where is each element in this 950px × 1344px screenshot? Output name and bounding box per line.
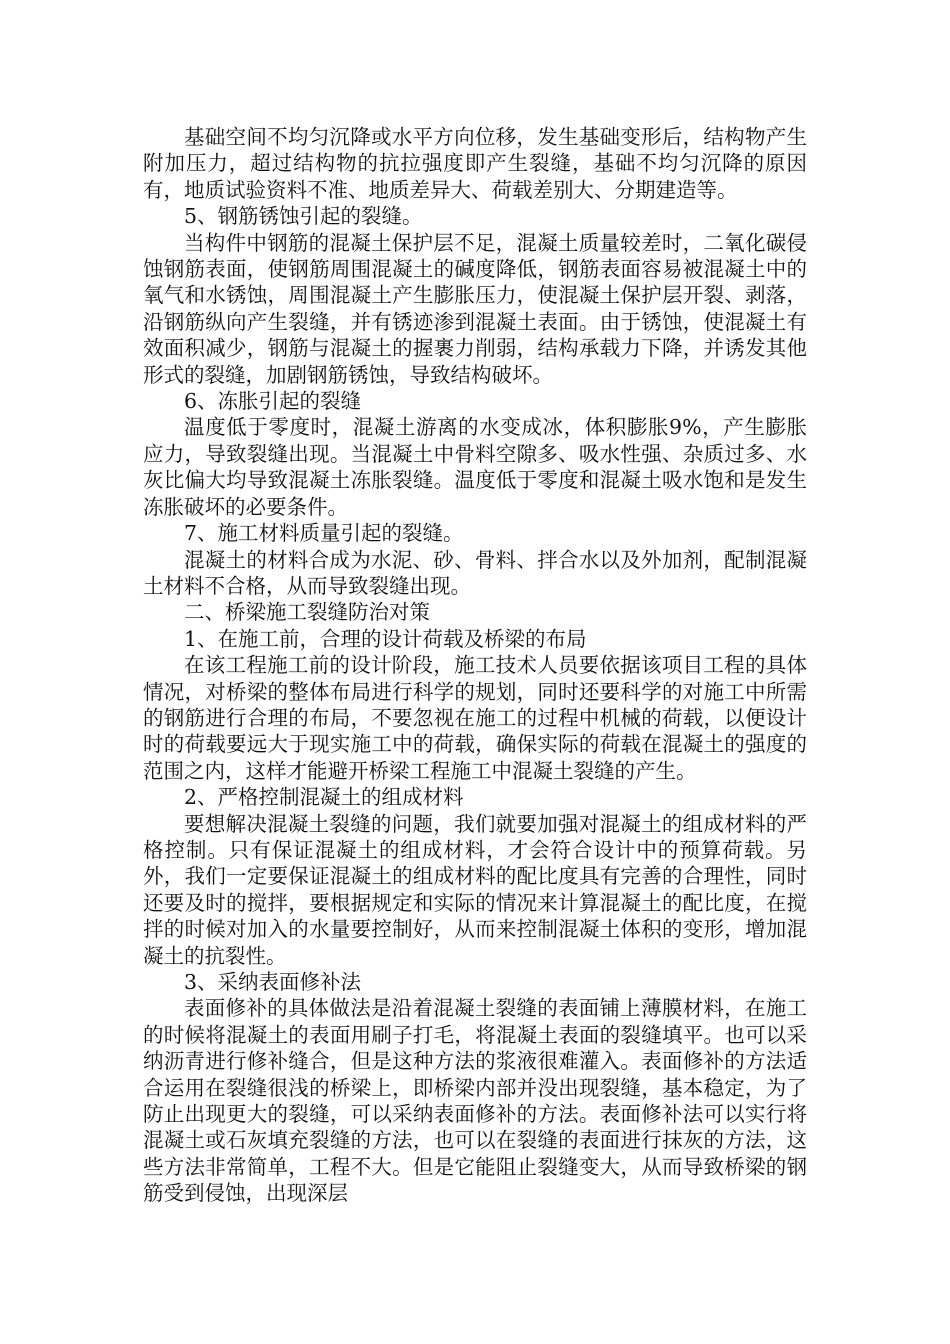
section-heading-countermeasures: 二、桥梁施工裂缝防治对策 — [184, 600, 430, 625]
paragraph-surface-repair: 表面修补的具体做法是沿着混凝土裂缝的表面铺上薄膜材料，在施工的时候将混凝土的表面用刷子打毛，将混凝土表面的裂缝填平。也可以采纳沥青进行修补缝合，但是这种方法的浆液很难灌入。表面修补的方法适合运用在裂缝很浅的桥梁上，即桥梁内部并没出现裂缝，基本稳定，为了防止出现更大的裂缝，可以采纳表面修补的方法。表面修补法可以实行将混凝土或石灰填充裂缝的方法，也可以在裂缝的表面进行抹灰的方法，这些方法非常简单，工程不大。但是它能阻止裂缝变大，从而导致桥梁的钢筋受到侵蚀，出现深层 — [143, 996, 807, 1206]
paragraph-material-control: 要想解决混凝土裂缝的问题，我们就要加强对混凝土的组成材料的严格控制。只有保证混凝土的组成材料，才会符合设计中的预算荷载。另外，我们一定要保证混凝土的组成材料的配比度具有完善的合理性，同时还要及时的搅拌，要根据规定和实际的情况来计算混凝土的配比度，在搅拌的时候对加入的水量要控制好，从而来控制混凝土体积的变形，增加混凝土的抗裂性。 — [143, 811, 807, 968]
heading-material-control: 2、严格控制混凝土的组成材料 — [184, 785, 464, 810]
document-body — [143, 124, 807, 1207]
paragraph-rebar-corrosion: 当构件中钢筋的混凝土保护层不足，混凝土质量较差时，二氧化碳侵蚀钢筋表面，使钢筋周围混凝土的碱度降低，钢筋表面容易被混凝土中的氧气和水锈蚀，周围混凝土产生膨胀压力，使混凝土保护层开裂、剥落，沿钢筋纵向产生裂缝，并有锈迹渗到混凝土表面。由于锈蚀，使混凝土有效面积减少，钢筋与混凝土的握裹力削弱，结构承载力下降，并诱发其他形式的裂缝，加剧钢筋锈蚀，导致结构破坏。 — [143, 230, 807, 387]
heading-design-load: 1、在施工前，合理的设计荷载及桥梁的布局 — [184, 626, 587, 651]
heading-material-quality: 7、施工材料质量引起的裂缝。 — [184, 521, 464, 546]
heading-rebar-corrosion: 5、钢筋锈蚀引起的裂缝。 — [184, 204, 423, 229]
paragraph-frost-heave: 温度低于零度时，混凝土游离的水变成冰，体积膨胀9%，产生膨胀应力，导致裂缝出现。当混凝土中骨料空隙多、吸水性强、杂质过多、水灰比偏大均导致混凝土冻胀裂缝。温度低于零度和混凝土吸水饱和是发生冻胀破坏的必要条件。 — [143, 415, 807, 519]
paragraph-foundation-settlement: 基础空间不均匀沉降或水平方向位移，发生基础变形后，结构物产生附加压力，超过结构物的抗拉强度即产生裂缝，基础不均匀沉降的原因有，地质试验资料不准、地质差异大、荷载差别大、分期建造等。 — [143, 125, 807, 202]
paragraph-design-load: 在该工程施工前的设计阶段，施工技术人员要依据该项目工程的具体情况，对桥梁的整体布局进行科学的规划，同时还要科学的对施工中所需的钢筋进行合理的布局，不要忽视在施工的过程中机械的荷载，以便设计时的荷载要远大于现实施工中的荷载，确保实际的荷载在混凝土的强度的范围之内，这样才能避开桥梁工程施工中混凝土裂缝的产生。 — [143, 653, 807, 783]
paragraph-material-quality: 混凝土的材料合成为水泥、砂、骨料、拌合水以及外加剂，配制混凝土材料不合格，从而导致裂缝出现。 — [143, 547, 807, 598]
heading-frost-heave: 6、冻胀引起的裂缝 — [184, 389, 362, 414]
heading-surface-repair: 3、采纳表面修补法 — [184, 970, 362, 994]
